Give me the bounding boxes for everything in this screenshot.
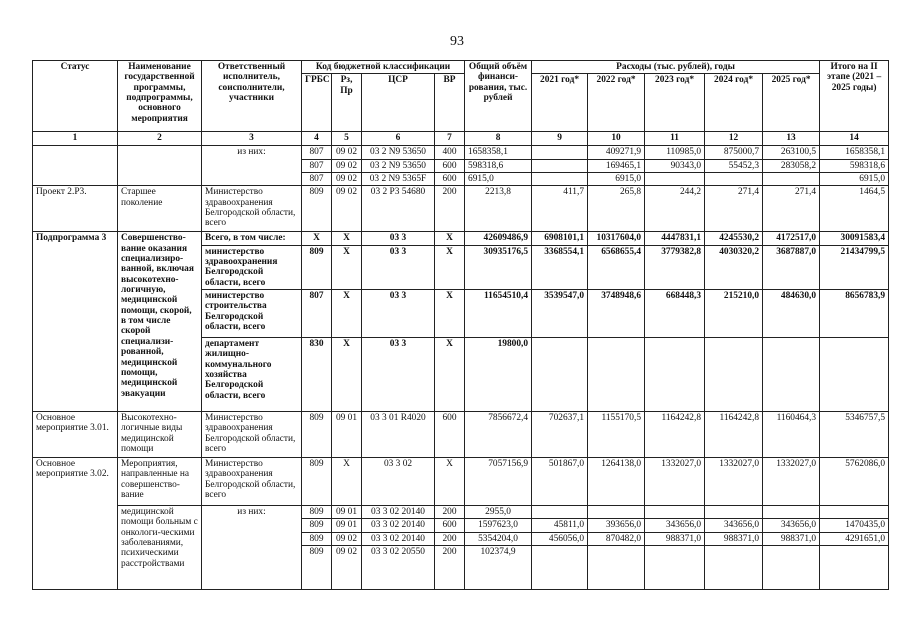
cell-csr: 03 3: [362, 290, 435, 338]
cell-name: [118, 146, 202, 186]
cell-stage-total: 21434799,5: [820, 245, 889, 289]
table-row: [33, 186, 889, 232]
cell-stage-total: 5346757,5: [820, 412, 889, 458]
cell-total: 102374,9: [465, 546, 532, 590]
cell-total: 7856672,4: [465, 412, 532, 458]
cell-csr: 03 2 N9 5365F: [362, 173, 435, 186]
cell-responsible: департамент жилищно-коммунального хозяйства Белгородской области, всего: [202, 338, 302, 412]
cell-vr: X: [435, 290, 465, 338]
cell-status: Основное мероприятие 3.01.: [33, 412, 118, 458]
cell-rz-pr: 09 02: [332, 173, 362, 186]
cell-stage-total: [820, 338, 889, 412]
cell-2022: 169465,1: [588, 159, 645, 172]
cell-stage-total: 30091583,4: [820, 232, 889, 245]
cell-2025: 484630,0: [763, 290, 820, 338]
page-number: 93: [450, 34, 464, 49]
cell-2025: 1332027,0: [763, 458, 820, 506]
cell-total: 2213,8: [465, 186, 532, 232]
cell-grbs: 807: [302, 290, 332, 338]
cell-vr: 400: [435, 146, 465, 159]
cell-2024: 4030320,2: [705, 245, 763, 289]
cell-name: медицинской помощи больным с онкологи-ческими заболеваниями, психическими расстройствами: [118, 506, 202, 590]
cell-2023: 4447831,1: [645, 232, 705, 245]
cell-total: 1658358,1: [465, 146, 532, 159]
cell-2023: [645, 173, 705, 186]
cell-2025: [763, 506, 820, 519]
cell-rz-pr: X: [332, 290, 362, 338]
table-row: [33, 232, 889, 245]
cell-2023: [645, 506, 705, 519]
cell-responsible: министерство здравоохранения Белгородской области, всего: [202, 245, 302, 289]
cell-csr: 03 3: [362, 245, 435, 289]
cell-status: Основное мероприятие 3.02.: [33, 458, 118, 590]
table-row: [33, 146, 889, 159]
cell-grbs: 809: [302, 519, 332, 532]
cell-total: 30935176,5: [465, 245, 532, 289]
cell-vr: X: [435, 232, 465, 245]
cell-2025: 343656,0: [763, 519, 820, 532]
cell-2024: 4245530,2: [705, 232, 763, 245]
cell-grbs: X: [302, 232, 332, 245]
cell-2022: 1264138,0: [588, 458, 645, 506]
column-number-row: [33, 132, 889, 146]
cell-2021: 3368554,1: [532, 245, 588, 289]
cell-2021: 411,7: [532, 186, 588, 232]
cell-grbs: 809: [302, 532, 332, 545]
cell-responsible: Всего, в том числе:: [202, 232, 302, 245]
col-number: 4: [302, 132, 332, 146]
cell-rz-pr: 09 02: [332, 159, 362, 172]
cell-name: Мероприятия, направленные на совершенство-вание: [118, 458, 202, 506]
col-number: 2: [118, 132, 202, 146]
cell-2024: 1332027,0: [705, 458, 763, 506]
cell-2021: [532, 146, 588, 159]
cell-2024: 988371,0: [705, 532, 763, 545]
cell-2021: 45811,0: [532, 519, 588, 532]
cell-responsible: Министерство здравоохранения Белгородской области, всего: [202, 412, 302, 458]
cell-rz-pr: X: [332, 458, 362, 506]
cell-csr: 03 3 02 20140: [362, 506, 435, 519]
cell-stage-total: 6915,0: [820, 173, 889, 186]
cell-csr: 03 3 02 20550: [362, 546, 435, 590]
cell-grbs: 807: [302, 173, 332, 186]
cell-rz-pr: 09 02: [332, 546, 362, 590]
cell-responsible: из них:: [202, 146, 302, 186]
cell-2023: 668448,3: [645, 290, 705, 338]
cell-vr: 600: [435, 412, 465, 458]
cell-2022: 3748948,6: [588, 290, 645, 338]
cell-responsible: министерство строительства Белгородской области, всего: [202, 290, 302, 338]
cell-total: 2955,0: [465, 506, 532, 519]
cell-2022: 1155170,5: [588, 412, 645, 458]
cell-vr: 200: [435, 532, 465, 545]
cell-total: 6915,0: [465, 173, 532, 186]
cell-stage-total: [820, 506, 889, 519]
cell-total: 5354204,0: [465, 532, 532, 545]
cell-status: Проект 2.Р3.: [33, 186, 118, 232]
cell-stage-total: 5762086,0: [820, 458, 889, 506]
cell-2022: [588, 338, 645, 412]
header-2022: 2022 год*: [588, 74, 645, 132]
header-stage-total: Итого на II этапе (2021 – 2025 годы): [820, 61, 889, 132]
cell-2025: 988371,0: [763, 532, 820, 545]
cell-csr: 03 3 02: [362, 458, 435, 506]
cell-rz-pr: 09 01: [332, 519, 362, 532]
table-row: [33, 506, 889, 519]
cell-grbs: 809: [302, 458, 332, 506]
cell-2021: 702637,1: [532, 412, 588, 458]
cell-2022: 265,8: [588, 186, 645, 232]
cell-total: 11654510,4: [465, 290, 532, 338]
cell-2024: [705, 338, 763, 412]
cell-status: [33, 146, 118, 186]
table-header: [33, 61, 889, 146]
cell-rz-pr: X: [332, 232, 362, 245]
cell-csr: 03 2 Р3 54680: [362, 186, 435, 232]
cell-2025: 283058,2: [763, 159, 820, 172]
cell-2023: 1164242,8: [645, 412, 705, 458]
cell-csr: 03 3: [362, 338, 435, 412]
header-csr: ЦСР: [362, 74, 435, 132]
cell-rz-pr: X: [332, 245, 362, 289]
cell-2022: 870482,0: [588, 532, 645, 545]
cell-2025: [763, 173, 820, 186]
budget-table: [32, 60, 889, 590]
cell-vr: X: [435, 458, 465, 506]
cell-rz-pr: X: [332, 338, 362, 412]
col-number: 12: [705, 132, 763, 146]
cell-rz-pr: 09 01: [332, 506, 362, 519]
cell-2023: [645, 546, 705, 590]
cell-stage-total: 4291651,0: [820, 532, 889, 545]
cell-csr: 03 2 N9 53650: [362, 146, 435, 159]
col-number: 11: [645, 132, 705, 146]
col-number: 9: [532, 132, 588, 146]
cell-total: 598318,6: [465, 159, 532, 172]
header-expenses: Расходы (тыс. рублей), годы: [532, 61, 820, 74]
cell-2022: [588, 546, 645, 590]
cell-grbs: 809: [302, 245, 332, 289]
cell-2021: 501867,0: [532, 458, 588, 506]
cell-total: 7057156,9: [465, 458, 532, 506]
cell-2021: [532, 338, 588, 412]
cell-2025: [763, 546, 820, 590]
cell-2025: 263100,5: [763, 146, 820, 159]
header-vr: ВР: [435, 74, 465, 132]
header-2025: 2025 год*: [763, 74, 820, 132]
cell-grbs: 809: [302, 506, 332, 519]
cell-2024: 875000,7: [705, 146, 763, 159]
cell-total: 19800,0: [465, 338, 532, 412]
cell-rz-pr: 09 02: [332, 186, 362, 232]
header-responsible: Ответственный исполнитель, соисполнители, участники: [202, 61, 302, 132]
col-number: 13: [763, 132, 820, 146]
cell-name: Высокотехно-логичные виды медицинской помощи: [118, 412, 202, 458]
cell-name: Совершенство-вание оказания специализиро-ванной, включая высокотехно-логичную, медицинской помощи, скорой, в том числе скорой специализи-рованной, медицинской помощи, медицинской эвакуации: [118, 232, 202, 412]
cell-vr: 600: [435, 159, 465, 172]
col-number: 3: [202, 132, 302, 146]
cell-2023: 343656,0: [645, 519, 705, 532]
cell-total: 1597623,0: [465, 519, 532, 532]
cell-2024: [705, 506, 763, 519]
cell-rz-pr: 09 02: [332, 532, 362, 545]
cell-2023: 244,2: [645, 186, 705, 232]
cell-2025: 271,4: [763, 186, 820, 232]
header-2021: 2021 год*: [532, 74, 588, 132]
cell-grbs: 830: [302, 338, 332, 412]
cell-responsible: из них:: [202, 506, 302, 590]
cell-2025: 4172517,0: [763, 232, 820, 245]
header-rz-pr: Рз, Пр: [332, 74, 362, 132]
cell-csr: 03 3: [362, 232, 435, 245]
cell-2022: 10317604,0: [588, 232, 645, 245]
cell-2023: 988371,0: [645, 532, 705, 545]
col-number: 5: [332, 132, 362, 146]
cell-2024: 55452,3: [705, 159, 763, 172]
table-row: [33, 458, 889, 506]
cell-2021: [532, 173, 588, 186]
header-2023: 2023 год*: [645, 74, 705, 132]
cell-2024: [705, 546, 763, 590]
cell-2021: 6908101,1: [532, 232, 588, 245]
cell-vr: X: [435, 338, 465, 412]
header-budget-code: Код бюджетной классификации: [302, 61, 465, 74]
cell-total: 42609486,9: [465, 232, 532, 245]
cell-2021: [532, 546, 588, 590]
cell-name: Старшее поколение: [118, 186, 202, 232]
cell-status: Подпрограмма 3: [33, 232, 118, 412]
cell-stage-total: 1470435,0: [820, 519, 889, 532]
cell-grbs: 807: [302, 159, 332, 172]
col-number: 6: [362, 132, 435, 146]
cell-2024: 1164242,8: [705, 412, 763, 458]
header-total: Общий объём финанси-рования, тыс. рублей: [465, 61, 532, 132]
cell-vr: 200: [435, 546, 465, 590]
col-number: 1: [33, 132, 118, 146]
cell-grbs: 809: [302, 546, 332, 590]
header-name: Наименование государственной программы, подпрограммы, основного мероприятия: [118, 61, 202, 132]
header-status: Статус: [33, 61, 118, 132]
cell-vr: 200: [435, 506, 465, 519]
cell-stage-total: 1658358,1: [820, 146, 889, 159]
cell-2023: [645, 338, 705, 412]
cell-2022: [588, 506, 645, 519]
cell-responsible: Министерство здравоохранения Белгородской области, всего: [202, 458, 302, 506]
cell-2025: 1160464,3: [763, 412, 820, 458]
cell-2023: 90343,0: [645, 159, 705, 172]
cell-2023: 110985,0: [645, 146, 705, 159]
cell-2023: 1332027,0: [645, 458, 705, 506]
cell-csr: 03 3 01 R4020: [362, 412, 435, 458]
cell-2021: [532, 506, 588, 519]
cell-2024: 343656,0: [705, 519, 763, 532]
cell-vr: 200: [435, 186, 465, 232]
cell-rz-pr: 09 02: [332, 146, 362, 159]
cell-csr: 03 3 02 20140: [362, 519, 435, 532]
cell-vr: X: [435, 245, 465, 289]
cell-2021: 3539547,0: [532, 290, 588, 338]
cell-2025: 3687887,0: [763, 245, 820, 289]
cell-grbs: 807: [302, 146, 332, 159]
col-number: 10: [588, 132, 645, 146]
table-row: [33, 412, 889, 458]
cell-stage-total: 8656783,9: [820, 290, 889, 338]
cell-2022: 393656,0: [588, 519, 645, 532]
cell-2021: 456056,0: [532, 532, 588, 545]
header-grbs: ГРБС: [302, 74, 332, 132]
cell-2024: [705, 173, 763, 186]
cell-csr: 03 2 N9 53650: [362, 159, 435, 172]
cell-vr: 600: [435, 173, 465, 186]
cell-2021: [532, 159, 588, 172]
cell-2024: 215210,0: [705, 290, 763, 338]
col-number: 14: [820, 132, 889, 146]
cell-stage-total: 598318,6: [820, 159, 889, 172]
col-number: 8: [465, 132, 532, 146]
header-2024: 2024 год*: [705, 74, 763, 132]
cell-2022: 6568655,4: [588, 245, 645, 289]
cell-2023: 3779382,8: [645, 245, 705, 289]
col-number: 7: [435, 132, 465, 146]
cell-csr: 03 3 02 20140: [362, 532, 435, 545]
cell-grbs: 809: [302, 412, 332, 458]
cell-rz-pr: 09 01: [332, 412, 362, 458]
cell-vr: 600: [435, 519, 465, 532]
cell-stage-total: 1464,5: [820, 186, 889, 232]
cell-2022: 6915,0: [588, 173, 645, 186]
cell-2024: 271,4: [705, 186, 763, 232]
cell-stage-total: [820, 546, 889, 590]
cell-grbs: 809: [302, 186, 332, 232]
cell-2022: 409271,9: [588, 146, 645, 159]
cell-responsible: Министерство здравоохранения Белгородской области, всего: [202, 186, 302, 232]
cell-2025: [763, 338, 820, 412]
